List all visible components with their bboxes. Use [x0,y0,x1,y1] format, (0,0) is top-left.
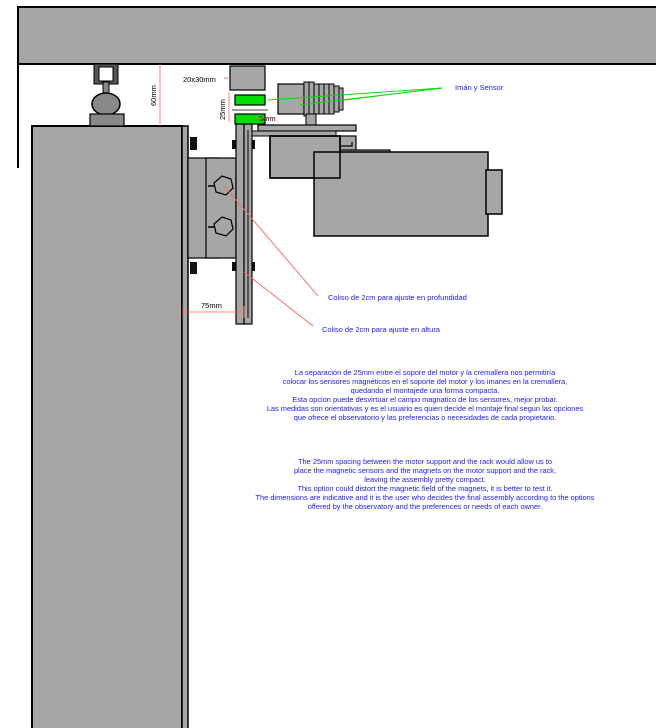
spanish-line: Las medidas son orientativas y es el usuario es quien decide el montaje final segun las opciones [266,404,584,413]
gear-teeth [304,82,343,116]
dim-20x30-label: 20x30mm [183,75,216,84]
spanish-line: La separación de 25mm entre el sopore del motor y la cremallera nos permitiría [294,368,556,377]
wheel-assembly [90,64,124,126]
spanish-line: Esta opcion puede desvirtuar el campo magnatico de los sensores, mejor probar. [292,395,558,404]
spanish-line: que ofrece el observatorio y las preferencias o necesidades de cada propietario. [293,413,557,422]
roof-beam [18,7,656,64]
bolt-bottom-left [190,262,197,274]
english-line: The 25mm spacing between the motor support and the rack would allow us to [298,457,552,466]
gear-shaft [306,114,316,126]
coliso-altura-label: Coliso de 2cm para ajuste en altura [322,325,440,334]
bolt-top-left [190,137,197,150]
magnet-green-top [235,95,265,105]
dim-60-label: 60mm [149,85,158,106]
spanish-line: quedando el montajede una forma compacta. [350,386,500,395]
dim-25-label: 25mm [218,99,227,120]
dim-5-label: 5mm [259,114,276,123]
english-line: place the magnetic sensors and the magnets on the motor support and the rack, [293,466,557,475]
english-line: leaving the assembly pretty compact. [364,475,486,484]
english-note [200,457,650,511]
spanish-line: colocar los sensores magnéticos en el soporte del motor y los imanes en la cremallera, [282,377,568,386]
support-plate-inner [206,158,236,258]
vertical-bracket-1 [236,124,244,324]
spanish-note [200,368,650,422]
panel-edge-strip [182,126,188,728]
english-line: The dimensions are indicative and it is the user who decides the final assembly according to the options [255,493,595,502]
leader-altura [244,272,313,326]
main-panel [32,126,182,728]
coliso-profundidad-label: Coliso de 2cm para ajuste en profundidad [328,293,467,302]
english-line: offered by the observatory and the preferences or needs of each owner. [307,502,543,511]
motor-support-bar [258,125,356,131]
dim-75-label: 75mm [201,301,222,310]
iman-sensor-label: Imán y Sensor [455,83,504,92]
motor-cap [486,170,502,214]
rack-block [230,66,265,90]
english-line: This option could distort the magnetic field of the magnets, it is better to test it. [297,484,553,493]
